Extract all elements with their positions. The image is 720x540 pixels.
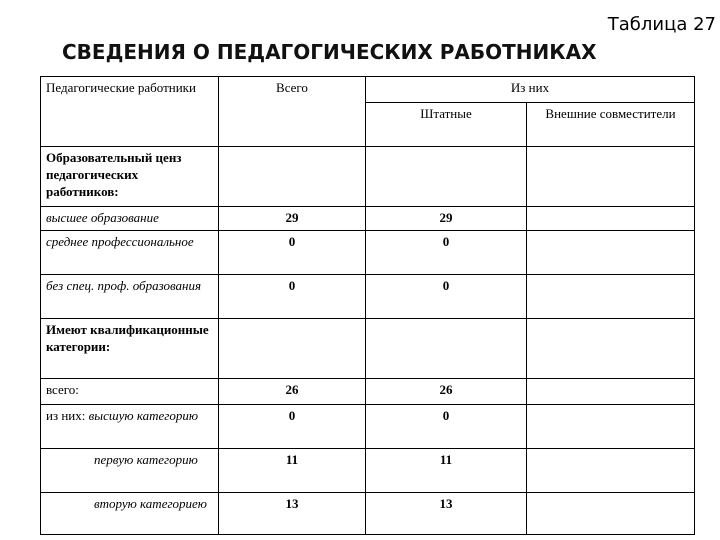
table-row	[41, 493, 695, 535]
cell-staff: 13	[366, 493, 527, 535]
table-row	[41, 231, 695, 275]
table-cell	[527, 319, 695, 379]
cell-staff: 0	[366, 405, 527, 449]
row-label-category: первую категорию	[94, 452, 198, 467]
cell-external	[527, 207, 695, 231]
table-row	[41, 379, 695, 405]
row-label: высшее образование	[41, 207, 219, 231]
cell-staff: 29	[366, 207, 527, 231]
cell-external	[527, 275, 695, 319]
row-label	[41, 405, 219, 449]
cell-staff: 0	[366, 275, 527, 319]
row-label-category: вторую категориею	[94, 496, 207, 511]
table-cell	[219, 147, 366, 207]
document-title: СВЕДЕНИЯ О ПЕДАГОГИЧЕСКИХ РАБОТНИКАХ	[62, 40, 597, 64]
header-col-staff: Штатные	[366, 103, 527, 147]
cell-total: 11	[219, 449, 366, 493]
header-row	[41, 77, 695, 103]
staff-table	[40, 76, 695, 535]
row-label-prefix: из них:	[46, 408, 89, 423]
cell-total: 29	[219, 207, 366, 231]
row-label: среднее профессиональное	[41, 231, 219, 275]
cell-external	[527, 231, 695, 275]
table-cell	[366, 147, 527, 207]
row-label	[41, 493, 219, 535]
table-row	[41, 449, 695, 493]
cell-staff: 11	[366, 449, 527, 493]
cell-external	[527, 449, 695, 493]
row-label	[41, 449, 219, 493]
header-group-of-them: Из них	[366, 77, 695, 103]
cell-external	[527, 379, 695, 405]
row-label-category: высшую категорию	[88, 408, 198, 423]
cell-external	[527, 405, 695, 449]
cell-staff: 0	[366, 231, 527, 275]
row-label: всего:	[41, 379, 219, 405]
cell-external	[527, 493, 695, 535]
table-row	[41, 275, 695, 319]
section-categories-title: Имеют квалификационные категории:	[41, 319, 219, 379]
section-education-title: Образовательный ценз педагогических работников:	[41, 147, 219, 207]
cell-total: 0	[219, 231, 366, 275]
table-row	[41, 405, 695, 449]
section-education-row	[41, 147, 695, 207]
header-col-teachers: Педагогические работники	[41, 77, 219, 147]
cell-staff: 26	[366, 379, 527, 405]
table-row	[41, 207, 695, 231]
table-cell	[366, 319, 527, 379]
header-col-total: Всего	[219, 77, 366, 147]
header-col-external: Внешние совместители	[527, 103, 695, 147]
table-number: Таблица 27	[607, 14, 716, 35]
section-categories-row	[41, 319, 695, 379]
cell-total: 0	[219, 275, 366, 319]
row-label: без спец. проф. образования	[41, 275, 219, 319]
table-cell	[219, 319, 366, 379]
cell-total: 26	[219, 379, 366, 405]
table-cell	[527, 147, 695, 207]
cell-total: 13	[219, 493, 366, 535]
cell-total: 0	[219, 405, 366, 449]
